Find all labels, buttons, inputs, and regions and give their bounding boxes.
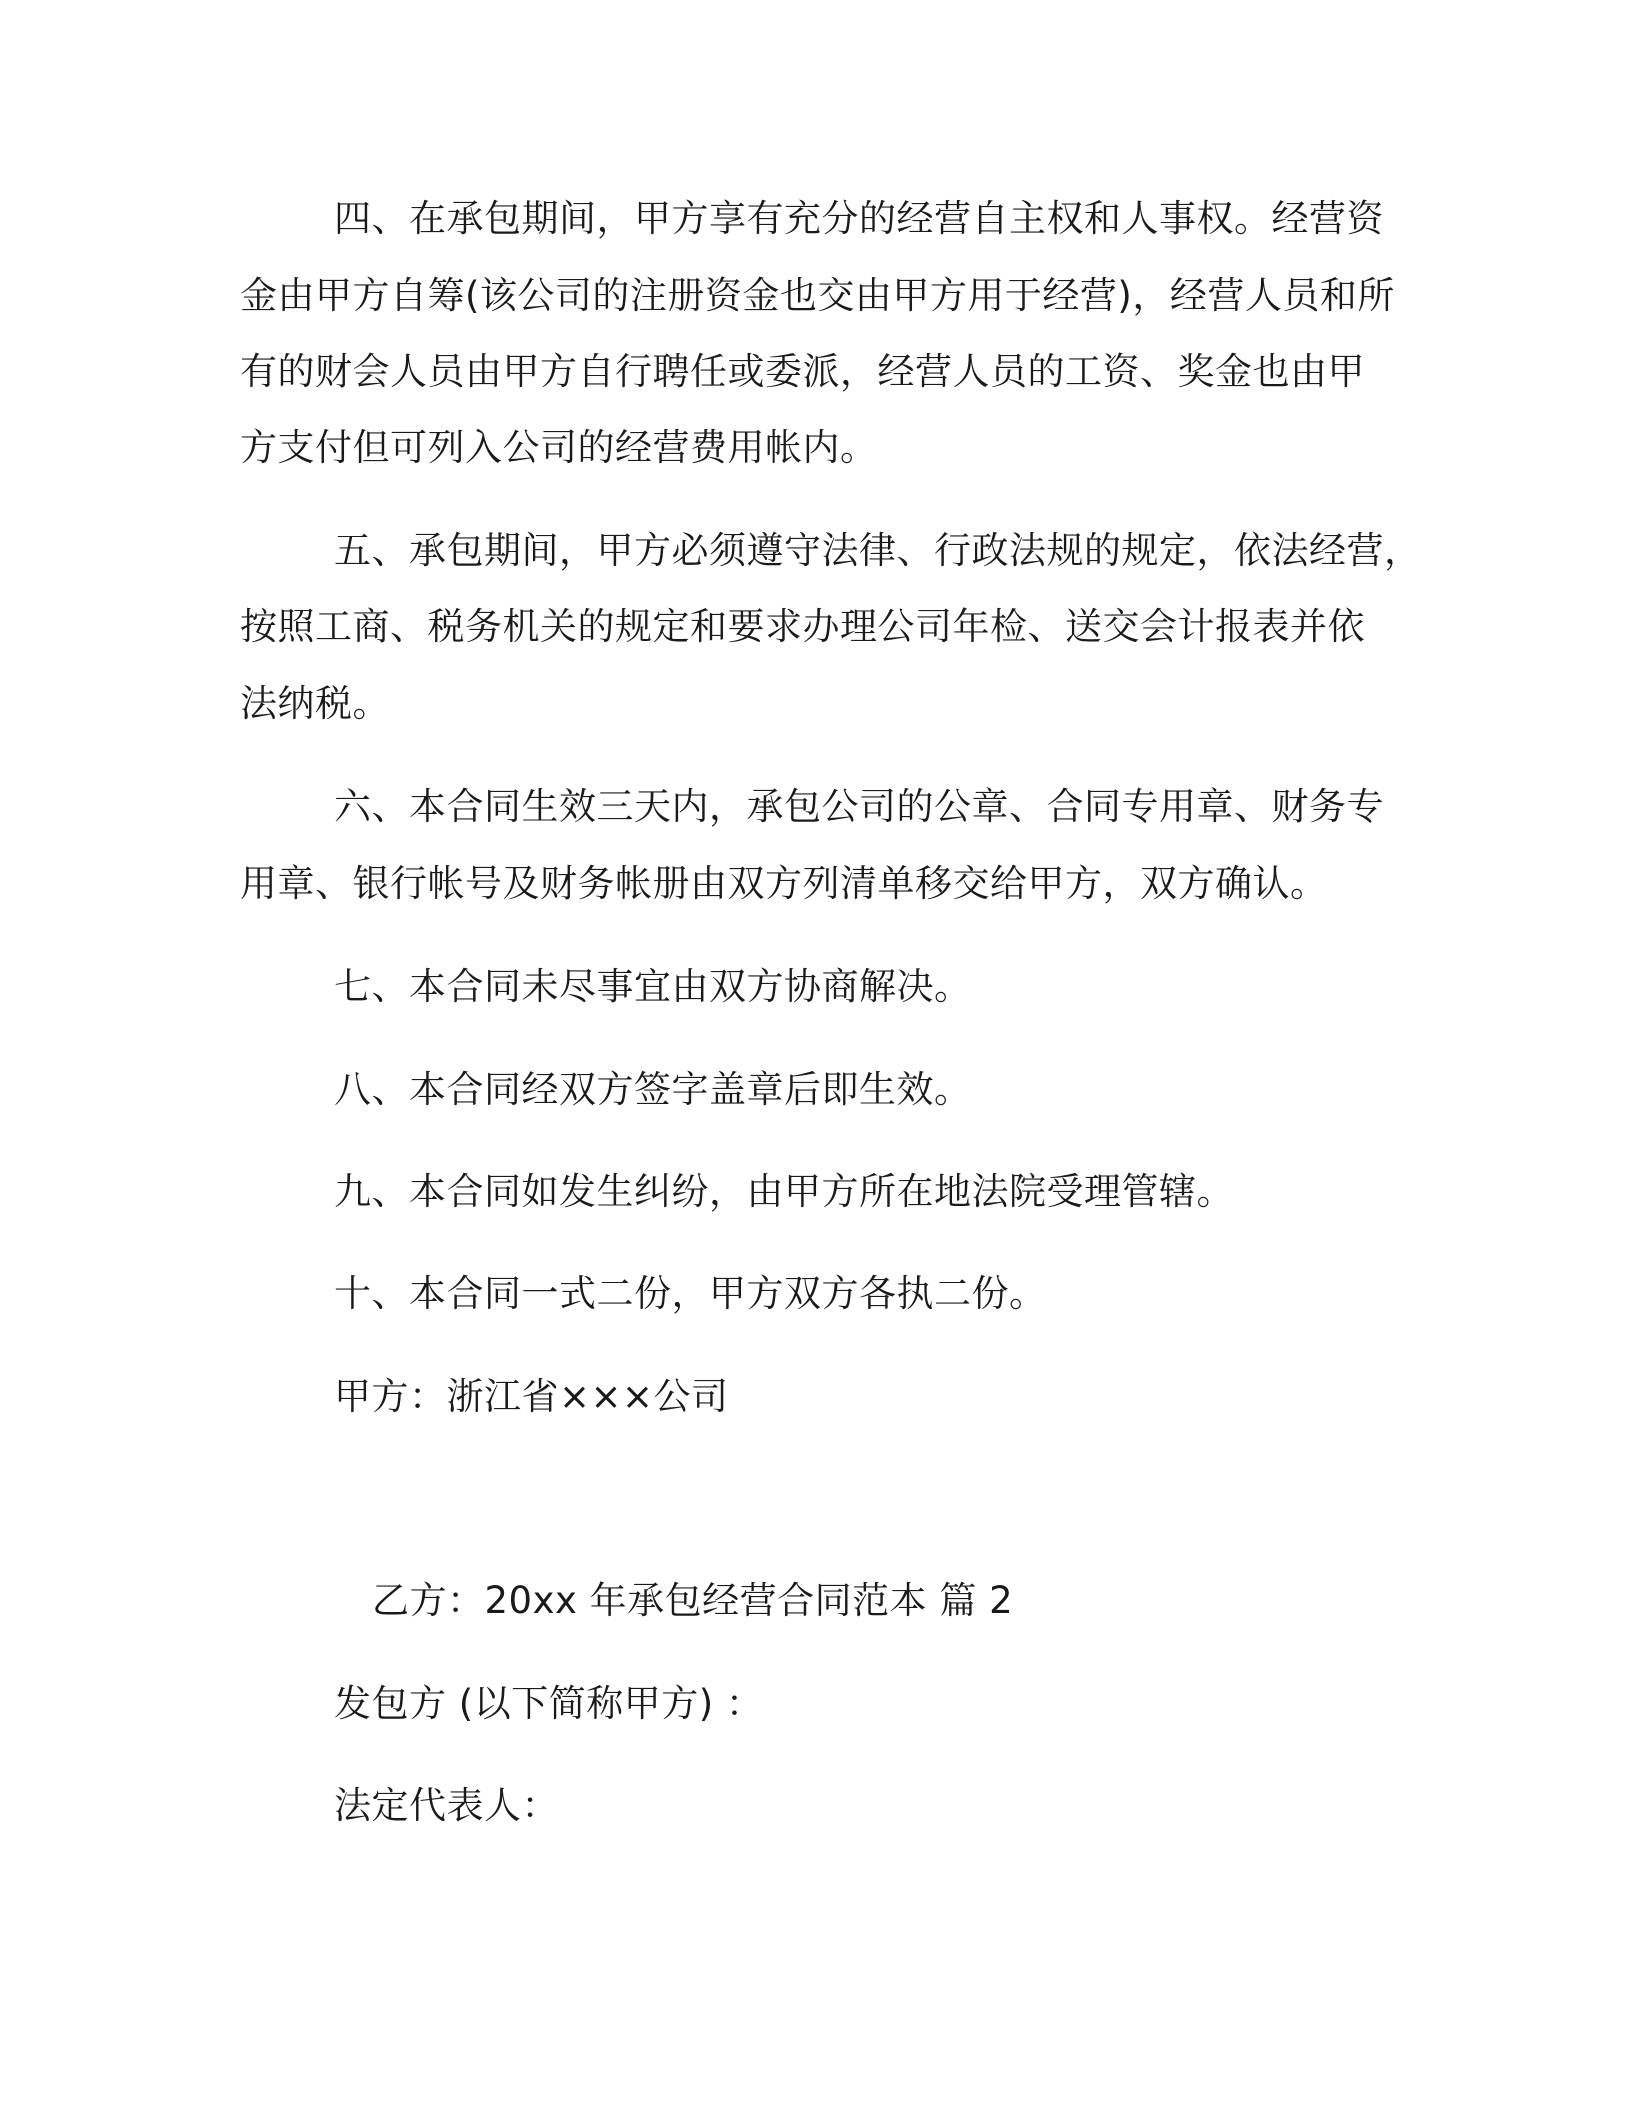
clause-4-line-1: 四、在承包期间，甲方享有充分的经营自主权和人事权。经营资: [334, 197, 1384, 240]
clause-5-line-2: 按照工商、税务机关的规定和要求办理公司年检、送交会计报表并依: [240, 605, 1365, 648]
clause-4-line-4: 方支付但可列入公司的经营费用帐内。: [240, 426, 878, 469]
clause-7: 七、本合同未尽事宜由双方协商解决。: [334, 965, 972, 1008]
clause-6-line-2: 用章、银行帐号及财务帐册由双方列清单移交给甲方，双方确认。: [240, 862, 1328, 905]
contractor-line: 发包方 (以下简称甲方) ：: [334, 1682, 764, 1725]
clause-6-line-1: 六、本合同生效三天内，承包公司的公章、合同专用章、财务专: [334, 785, 1384, 828]
clause-5-line-3: 法纳税。: [240, 682, 390, 725]
legal-representative-line: 法定代表人：: [334, 1784, 559, 1827]
clause-8: 八、本合同经双方签字盖章后即生效。: [334, 1068, 972, 1111]
party-a-signature-line: 甲方：浙江省×××公司: [334, 1375, 729, 1418]
clause-10: 十、本合同一式二份，甲方双方各执二份。: [334, 1272, 1047, 1315]
clause-4-line-3: 有的财会人员由甲方自行聘任或委派，经营人员的工资、奖金也由甲: [240, 350, 1365, 393]
clause-9: 九、本合同如发生纠纷，由甲方所在地法院受理管辖。: [334, 1170, 1234, 1213]
clause-4-line-2: 金由甲方自筹(该公司的注册资金也交由甲方用于经营)，经营人员和所: [240, 274, 1395, 317]
clause-5-line-1: 五、承包期间，甲方必须遵守法律、行政法规的规定，依法经营，: [334, 529, 1422, 572]
party-b-line: 乙方：20xx 年承包经营合同范本 篇 2: [372, 1579, 1014, 1622]
